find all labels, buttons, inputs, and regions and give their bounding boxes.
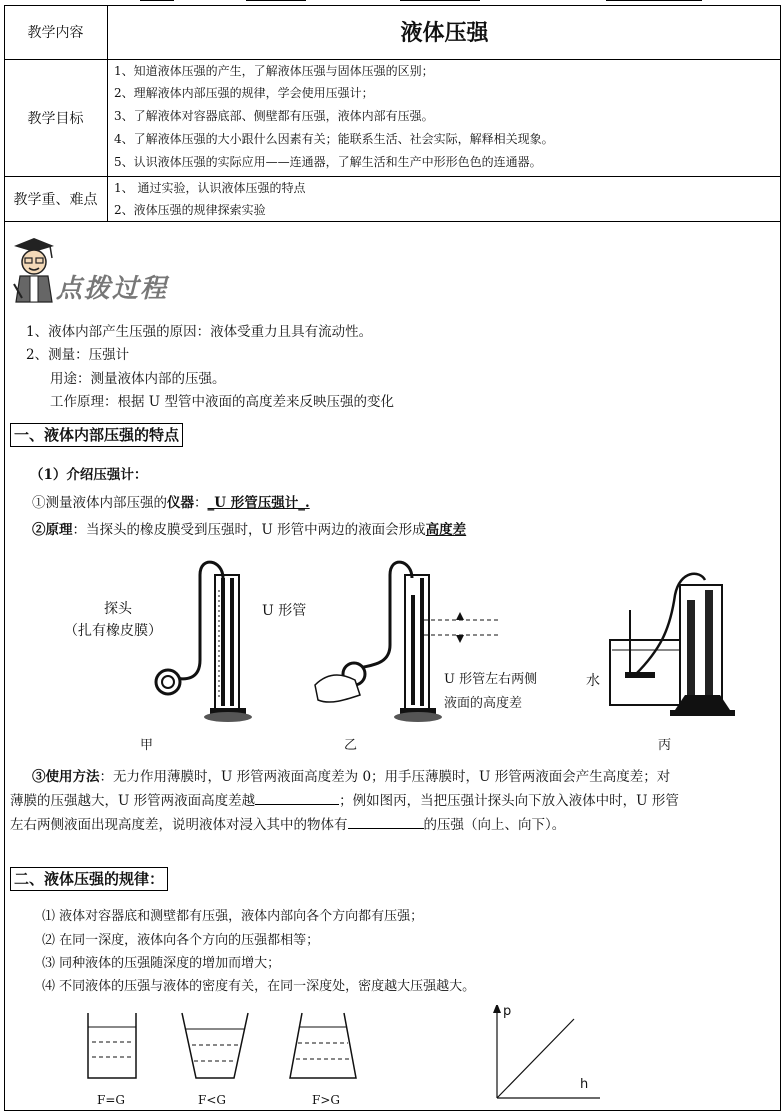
usage-line-2 [10,789,679,809]
top-mark [140,0,174,1]
figure-caption-a: 甲 [140,738,154,753]
usage-text: 薄膜的压强越大，U 形管两液面高度差越 [10,793,256,809]
principle-text: ：当探头的橡皮膜受到压强时，U 形管中两边的液面会形成 [72,522,426,538]
pressure-gauge-figure [60,550,760,730]
graph-y-label: p [503,1004,512,1019]
label-height-diff-2: 液面的高度差 [444,696,523,711]
rule-item: ⑵ 在同一深度，液体向各个方向的压强都相等； [42,933,320,948]
subheading: （1）介绍压强计： [30,467,148,483]
objective-item: 4、了解液体压强的大小跟什么因素有关；能联系生活、社会实际，解释相关现象。 [114,132,554,146]
instrument-keyword: 仪器 [167,495,194,511]
intro-line: 用途：测量液体内部的压强。 [50,371,226,387]
label-utube: U 形管 [262,603,307,619]
top-mark [400,0,480,1]
page-title: 液体压强 [400,21,489,46]
banner-title: 点拨过程 [56,274,169,304]
label-water: 水 [586,673,600,689]
container-straight [88,1013,136,1078]
usage-line-3 [10,813,565,833]
container-widening [182,1013,248,1078]
container-label: F<G [198,1093,226,1107]
section-heading-2: 二、液体压强的规律： [10,867,168,891]
objective-item: 1、知道液体压强的产生，了解液体压强与固体压强的区别； [114,64,434,78]
section-heading-1: 一、液体内部压强的特点 [10,423,183,447]
row-label-objectives: 教学目标 [27,111,84,127]
figure-caption-c: 丙 [658,738,672,753]
container-narrowing [290,1013,356,1078]
container-label: F=G [97,1093,125,1107]
principle-answer: 高度差 [425,522,467,538]
gauge-a-illustration [156,562,252,722]
graph-x-label: h [580,1077,589,1092]
intro-line: 1、液体内部产生压强的原因：液体受重力且具有流动性。 [26,324,373,340]
usage-text: 的压强（向上、向下）。 [423,817,566,833]
container-diagrams [80,1005,600,1105]
table-divider [4,221,781,222]
instrument-prefix: ①测量液体内部压强的 [32,495,167,511]
row-label-keypoints: 教学重、难点 [13,192,98,208]
instrument-line [32,491,310,511]
usage-keyword: ③使用方法 [32,769,100,785]
principle-line [32,518,466,538]
teacher-cartoon-icon [10,236,58,308]
usage-text: ：无力作用薄膜时，U 形管两液面高度差为 0；用手压薄膜时，U 形管两液面会产生高度差；对 [99,769,671,785]
usage-text: 左右两侧液面出现高度差，说明液体对浸入其中的物体有 [10,817,348,833]
instrument-answer: _U 形管压强计_. [207,495,310,511]
principle-keyword: ②原理 [32,522,73,538]
usage-line-1 [32,765,670,785]
rule-item: ⑴ 液体对容器底和测壁都有压强，液体内部向各个方向都有压强； [42,909,424,924]
figure-caption-b: 乙 [344,738,358,753]
instrument-colon: ： [194,495,208,511]
usage-text: ；例如图丙，当把压强计探头向下放入液体中时，U 形管 [339,793,679,809]
objective-item: 2、理解液体内部压强的规律，学会使用压强计； [114,86,374,100]
rule-item: ⑷ 不同液体的压强与液体的密度有关，在同一深度处，密度越大压强越大。 [42,979,476,994]
top-mark [246,0,306,1]
label-probe: 探头 [104,601,132,617]
keypoint-item: 1、 通过实验，认识液体压强的特点 [114,181,306,195]
gauge-c-illustration [610,574,735,716]
top-mark [606,0,702,1]
intro-line: 2、测量：压强计 [26,347,130,363]
container-label: F>G [312,1093,340,1107]
label-probe-sub: （扎有橡皮膜） [64,623,162,639]
row-label-content: 教学内容 [27,25,84,41]
answer-blank[interactable] [255,804,339,805]
objective-item: 3、了解液体对容器底部、侧壁都有压强，液体内部有压强。 [114,109,434,123]
objective-item: 5、认识液体压强的实际应用——连通器，了解生活和生产中形形色色的连通器。 [114,155,542,169]
answer-blank[interactable] [348,828,424,829]
rule-item: ⑶ 同种液体的压强随深度的增加而增大； [42,956,281,971]
label-height-diff-1: U 形管左右两侧 [444,672,538,687]
keypoint-item: 2、液体压强的规律探索实验 [114,203,266,217]
intro-line: 工作原理：根据 U 型管中液面的高度差来反映压强的变化 [50,394,394,410]
